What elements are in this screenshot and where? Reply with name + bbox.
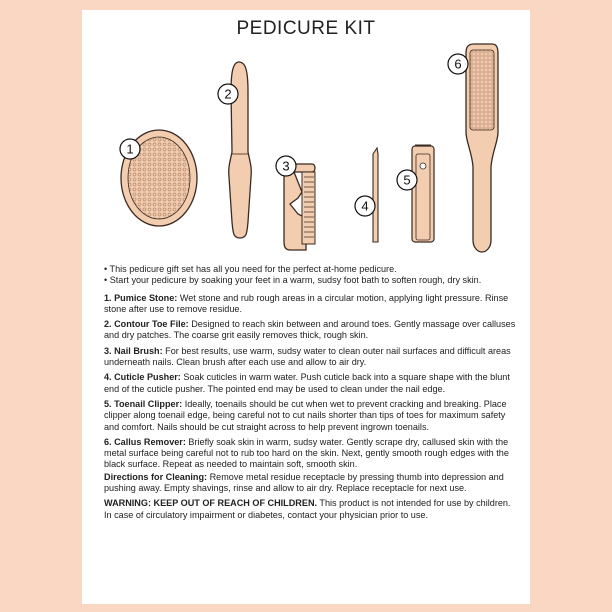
section-heading: 5. Toenail Clipper: <box>104 398 183 409</box>
instruction-card <box>82 10 530 604</box>
section-body: Ideally, toenails should be cut when wet to prevent cracking and breaking. Place clipper along toenail edge, being careful not to cut nails shorter than tips of toes for maximum safety and comfort. Nails should be cut straight across to help prevent ingrown toenails. <box>104 398 507 432</box>
section-heading: 2. Contour Toe File: <box>104 319 189 330</box>
tool-number-badge <box>218 84 238 104</box>
section-cuticle-pusher <box>104 372 520 395</box>
section-heading: 6. Callus Remover: <box>104 436 186 447</box>
section-cleaning <box>104 472 520 495</box>
tool-number-badge <box>397 170 417 190</box>
intro-bullet: • This pedicure gift set has all you need for the perfect at-home pedicure. <box>104 264 397 274</box>
tool-number: 5 <box>403 172 411 188</box>
section-pumice-stone <box>104 293 520 316</box>
section-heading: 1. Pumice Stone: <box>104 292 178 303</box>
page-title: PEDICURE KIT <box>236 18 376 39</box>
callus-remover <box>466 44 498 252</box>
tool-number-badge <box>448 54 468 74</box>
tool-number: 4 <box>361 198 369 214</box>
section-body: Designed to reach skin between and around toes. Gently massage over calluses and dry patches. The coarse grit easily removes thick, rough skin. <box>104 319 516 341</box>
tools-illustration <box>82 42 530 258</box>
section-toenail-clipper <box>104 399 520 433</box>
tool-number: 2 <box>224 86 232 102</box>
warning-body: This product is not intended for use by children. In case of circulatory impairment or diabetes, contact your physician prior to use. <box>104 498 511 520</box>
section-warning <box>104 498 520 521</box>
cuticle-pusher <box>373 148 378 242</box>
section-heading: 4. Cuticle Pusher: <box>104 372 181 383</box>
intro-bullet: • Start your pedicure by soaking your feet in a warm, sudsy foot bath to soften rough, dry skin. <box>104 275 482 286</box>
section-nail-brush <box>104 346 520 369</box>
nail-brush <box>284 164 315 250</box>
tool-number-badge <box>355 196 375 216</box>
section-body: For best results, use warm, sudsy water to clean outer nail surfaces and difficult areas underneath nails. Clean brush after each use and allow to air dry. <box>104 345 511 368</box>
section-heading: Directions for Cleaning: <box>104 471 208 482</box>
section-callus-remover <box>104 437 520 471</box>
section-contour-toe-file <box>104 319 520 342</box>
tool-number: 3 <box>282 158 290 174</box>
section-heading: 3. Nail Brush: <box>104 345 163 356</box>
tool-number-badge <box>276 156 296 176</box>
instructions <box>104 264 520 525</box>
section-body: Briefly soak skin in warm, sudsy water. Gently scrape dry, callused skin with the metal surface being careful not to rub too hard on the skin. Next, gently smooth rough edges with the black surface. Repeat as needed to maintain soft, smooth skin. <box>104 436 509 470</box>
section-body: Wet stone and rub rough areas in a circular motion, applying light pressure. Rinse stone after use to remove residue. <box>104 292 509 314</box>
warning-heading: WARNING: KEEP OUT OF REACH OF CHILDREN. <box>104 498 318 509</box>
tool-number: 6 <box>454 56 462 72</box>
tool-number-badge <box>120 139 140 159</box>
toenail-clipper <box>412 145 434 242</box>
intro-bullets <box>104 264 520 287</box>
section-body: Remove metal residue receptacle by pressing thumb into depression and pushing away. Empty shavings, rinse and allow to air dry. Replace receptacle for next use. <box>104 471 504 494</box>
tool-number: 1 <box>126 141 134 157</box>
section-body: Soak cuticles in warm water. Push cuticle back into a square shape with the blunt end of the cuticle pusher. The pointed end may be used to clean under the nail edge. <box>104 372 510 394</box>
